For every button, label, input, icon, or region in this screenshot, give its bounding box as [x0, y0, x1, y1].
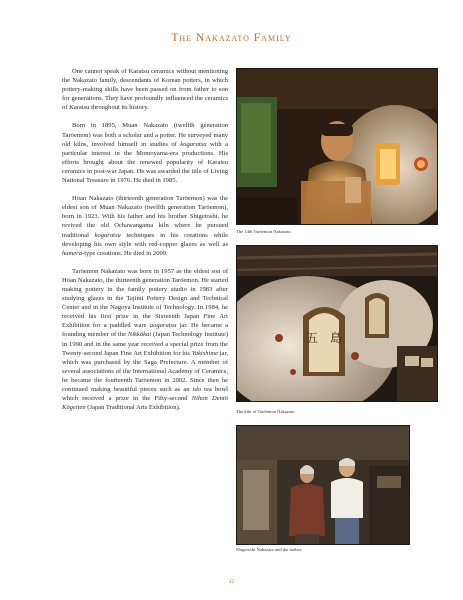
- caption-photo-potter: The 14th Tarōemon Nakazato.: [236, 229, 292, 234]
- body-text: [62, 67, 228, 421]
- kiln-sign-text: 五 島: [305, 331, 343, 345]
- caption-photo-kiln: The kiln of Tarōemon Nakazato: [236, 409, 295, 414]
- paragraph-3: Hōan Nakazato (thirteenth generation Tarōemon) was the eldest son of Muan Nakazato (twelfth generation Tarōemon), born in 1923. With his father and his brother Shigetoshi, he revived the old Ochawangama kiln where he pursued traditional kogaratsu techniques in his creations while developing his own style with red-copper glazes as well as hamera-type creations. He died in 2009.: [62, 195, 228, 257]
- photo-potter: [236, 68, 438, 225]
- paragraph-1: One cannot speak of Karatsu ceramics without mentioning the Nakazato family, descendants of Korean potters, in which pottery-making skills have been passed on from father to son for generations. They have profoundly influenced the ceramics of Karatsu throughout its history.: [62, 68, 228, 112]
- page-number: 42: [229, 580, 234, 585]
- paragraph-2: Born in 1895, Muan Nakazato (twelfth generation Tarōemon) was both a scholar and a potter. He surveyed many old kilns, involved himself in studies of kogaratsu with a particular interest in the Momoyama-era productions. His efforts brought about the renewed popularity of Karatsu ceramics in post-war Japan. He was awarded the title of Living National Treasure in 1976. He died in 1985.: [62, 122, 228, 185]
- caption-photo-portrait: Shigetoshi Nakazato and the author.: [236, 547, 303, 552]
- photo-portrait: [236, 425, 410, 545]
- photo-kiln: [236, 245, 438, 402]
- portrait-photo-image: [237, 426, 409, 544]
- page-title: The Nakazato Family: [171, 32, 292, 44]
- potter-photo-image: [237, 69, 437, 224]
- kiln-photo-image: [237, 246, 437, 401]
- paragraph-4: Tarōemon Nakazato was born in 1957 as the eldest son of Hōan Nakazato, the thirteenth generation Tarōemon. He started making pottery in the family pottery studio in 1983 after studying glazes in the Tajimi Pottery Design and Technical Center and in the Nagoya Institute of Technology. In 1984, he received his first prize in the Sixteenth Japan Fine Art Exhibition for a paddled ware aogaratsu jar. He became a founding member of the Nikkōkai (Japan Technology Institute) in 1990 and in the same year received a special prize from the Twenty-second Japan Fine Art Exhibition for his Yakishime jar, which was purchased by the Saga Prefecture. A member of several associations of the International Academy of Ceramics, he became the fourteenth Tarōemon in 2002. Since then he continued making beautiful pieces such as an ido tea bowl which received a prize in the Fifty-second Nihon Dentō Kōgeiten (Japan Traditional Arts Exhibition).: [62, 267, 229, 412]
